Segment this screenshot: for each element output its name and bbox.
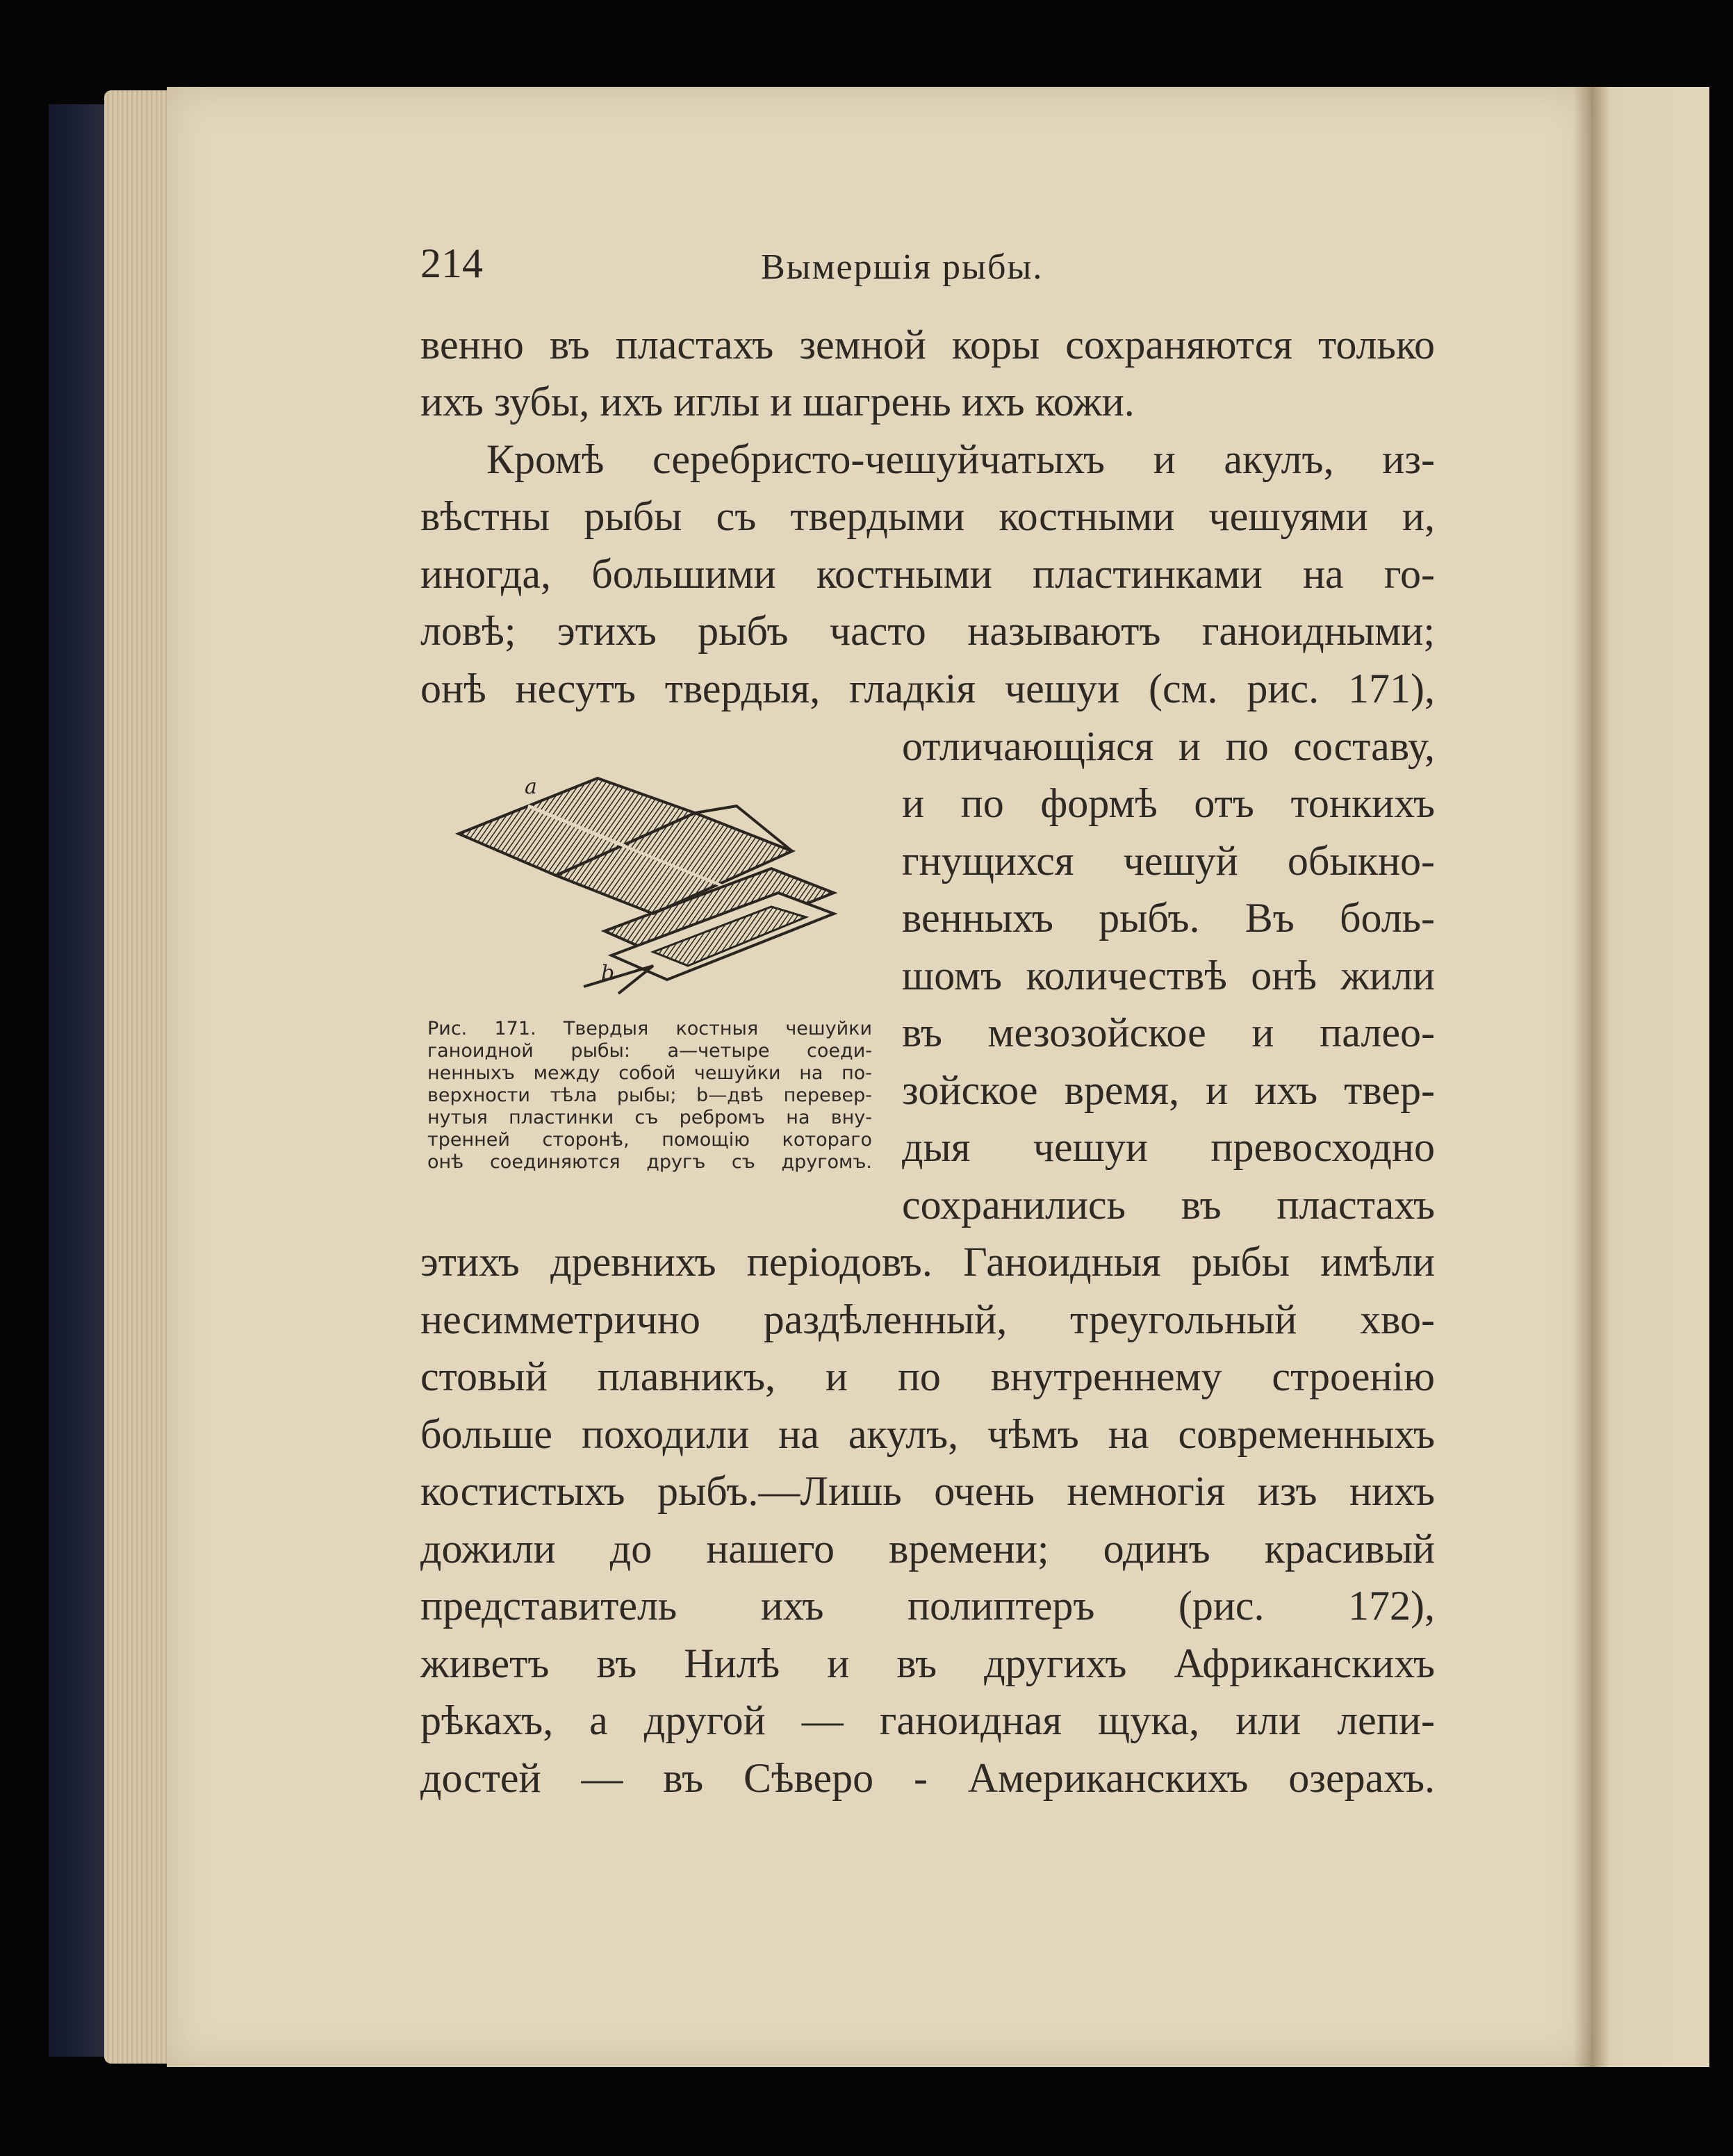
body-line: гнущихся чешуй обыкно- (902, 838, 1435, 884)
body-line: дыя чешуи превосходно (902, 1124, 1435, 1170)
book-cover-edge (49, 104, 104, 2057)
body-line: представитель ихъ полиптеръ (рис. 172), (420, 1583, 1435, 1629)
scales-illustration (445, 757, 855, 1007)
facing-page-edge (1591, 87, 1709, 2067)
caption-line: ненныхъ между собой чешуйки на по- (427, 1062, 872, 1084)
page-number: 214 (420, 240, 483, 286)
body-line: венныхъ рыбъ. Въ боль- (902, 895, 1435, 941)
body-line: иногда, большими костными пластинками на го- (420, 551, 1435, 597)
body-line: больше походили на акулъ, чѣмъ на современныхъ (420, 1411, 1435, 1457)
body-line: стовый плавникъ, и по внутреннему строенію (420, 1353, 1435, 1399)
body-line: живетъ въ Нилѣ и въ другихъ Африканскихъ (420, 1640, 1435, 1686)
figure-label-b: b (601, 961, 615, 985)
caption-line: тренней сторонѣ, помощію котораго (427, 1129, 872, 1151)
caption-line: Рис. 171. Твердыя костныя чешуйки (427, 1018, 872, 1039)
body-line: венно въ пластахъ земной коры сохраняются только (420, 322, 1435, 368)
body-line: Кромѣ серебристо-чешуйчатыхъ и акулъ, из- (486, 436, 1435, 482)
figure-label-a: a (525, 775, 537, 799)
body-line: сохранились въ пластахъ (902, 1182, 1435, 1228)
body-line: костистыхъ рыбъ.—Лишь очень немногія изъ нихъ (420, 1468, 1435, 1514)
caption-line: онѣ соединяются другъ съ другомъ. (427, 1151, 872, 1173)
body-line: и по формѣ отъ тонкихъ (902, 780, 1435, 826)
figure-caption (427, 1018, 872, 1174)
body-line: ловѣ; этихъ рыбъ часто называютъ ганоидными; (420, 608, 1435, 654)
body-line: рѣкахъ, а другой — ганоидная щука, или лепи- (420, 1697, 1435, 1743)
body-line: отличающіяся и по составу, (902, 723, 1435, 769)
body-line: достей — въ Сѣверо - Американскихъ озерахъ. (420, 1755, 1435, 1801)
caption-line: верхности тѣла рыбы; b—двѣ перевер- (427, 1085, 872, 1106)
body-line: вѣстны рыбы съ твердыми костными чешуями и, (420, 493, 1435, 539)
body-line: зойское время, и ихъ твер- (902, 1067, 1435, 1113)
body-line: ихъ зубы, ихъ иглы и шагрень ихъ кожи. (420, 379, 1135, 425)
caption-line: нутыя пластинки съ ребромъ на вну- (427, 1107, 872, 1128)
body-line: несимметрично раздѣленный, треугольный хво- (420, 1297, 1435, 1342)
book-gutter (1574, 87, 1609, 2067)
body-line: дожили до нашего времени; одинъ красивый (420, 1526, 1435, 1572)
body-line: этихъ древнихъ періодовъ. Ганоидныя рыбы имѣли (420, 1239, 1435, 1285)
page-header (420, 240, 1435, 302)
running-head: Вымершія рыбы. (761, 247, 1044, 287)
body-line: въ мезозойское и палео- (902, 1010, 1435, 1055)
body-line: шомъ количествѣ онѣ жили (902, 953, 1435, 998)
body-line: онѣ несутъ твердыя, гладкія чешуи (см. рис. 171), (420, 666, 1435, 711)
caption-line: ганоидной рыбы: a—четыре соеди- (427, 1040, 872, 1062)
